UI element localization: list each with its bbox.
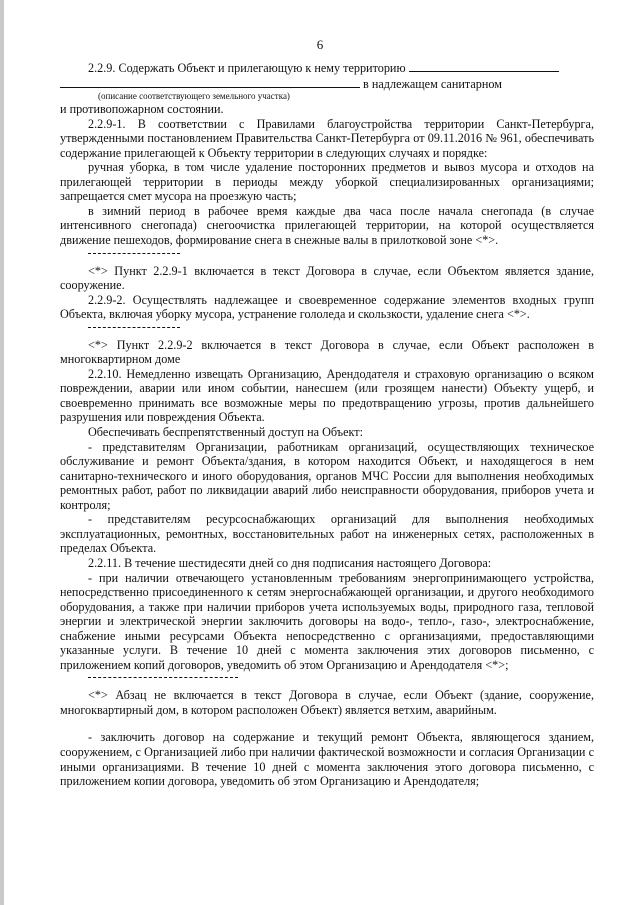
clause-2-2-10: 2.2.10. Немедленно извещать Организацию, Арендодателя и страховую организацию о всяком повреждении, аварии или ином событии, нанесшем (или грозящем нанести) Объекту ущерб, и своевременно принимать все возможные меры по предотвращению угрозы, против дальнейшего разрушения или повреждения Объекта. [60,366,594,425]
clause-2-2-9-2: 2.2.9-2. Осуществлять надлежащее и своевременное содержание элементов входных групп Объекта, включая уборку мусора, устранение гололеда и скользкости, удаление снега <*>. [60,292,594,322]
page-number: 6 [316,37,324,52]
clause-2-2-11-utility-contracts: - при наличии отвечающего установленным требованиям энергопринимающего устройства, непосредственно присоединенного к сетям энергоснабжающей организации, и другого необходимого оборудования, а также при наличии приборов учета используемых воды, природного газа, тепловой энергии и электрической энергии заключить договоры на водо-, тепло-, газо-, электроснабжение, снабжение иными ресурсами Объекта непосредственно с организациями, предоставляющими указанные услуги. В течение 10 дней с момента заключения этих договоров письменно, с приложением копий договоров, уведомить об этом Организацию и Арендодателя <*>; [60,570,594,672]
clause-2-2-9-line2 [60,76,594,92]
footnote-2-2-9-2: <*> Пункт 2.2.9-2 включается в текст Договора в случае, если Объект расположен в многоквартирном доме [60,337,594,367]
land-plot-blank-field [60,76,360,88]
access-organization-reps: - представителям Организации, работникам организаций, осуществляющих техническое обслуживание и ремонт Объекта/здания, в котором находится Объект, и находящегося в нем санитарно-технического и иного оборудования, органов МЧС России для выполнения необходимых ремонтных работ, работ по ликвидации аварий либо неисправности оборудования, приборов учета и контроля; [60,439,594,512]
footnote-separator [88,327,180,328]
footnote-2-2-11: <*> Абзац не включается в текст Договора в случае, если Объект (здание, сооружение, многоквартирный дом, в котором расположен Объект) является ветхим, аварийным. [60,688,594,717]
clause-2-2-9-1-manual-cleaning: ручная уборка, в том числе удаление посторонних предметов и вывоз мусора и отходов на прилегающей территории в периоды между уборкой специализированных организациями; запрещается смет мусора на проезжую часть; [60,160,594,204]
access-resource-reps: - представителям ресурсоснабжающих организаций для выполнения необходимых эксплуатационных, ремонтных, восстановительных работ на инженерных сетях, расположенных в пределах Объекта. [60,512,594,556]
footnote-separator [88,253,180,254]
land-plot-caption: (описание соответствующего земельного участка) [98,91,290,102]
clause-2-2-9 [60,60,594,76]
clause-2-2-9-1-winter-period: в зимний период в рабочее время каждые два часа после начала снегопада (в случае интенсивного снегопада) снегоочистка прилегающей территории, на которой осуществляется движение пешеходов, формирование снега в снежные валы в прилотковой зоне <*>. [60,203,594,248]
clause-2-2-9-1: 2.2.9-1. В соответствии с Правилами благоустройства территории Санкт-Петербурга, утвержденными постановлением Правительства Санкт-Петербурга от 09.11.2016 № 961, обеспечивать содержание прилегающей к Объекту территории в следующих случаях и порядке: [60,116,594,160]
access-intro: Обеспечивать беспрепятственный доступ на Объект: [88,425,363,440]
clause-2-2-9-text: 2.2.9. Содержать Объект и прилегающую к нему территорию [88,61,406,75]
clause-2-2-11: 2.2.11. В течение шестидесяти дней со дня подписания настоящего Договора: [88,555,492,570]
clause-2-2-9-end: и противопожарном состоянии. [60,102,224,117]
clause-2-2-11-maintenance-contract: - заключить договор на содержание и текущий ремонт Объекта, являющегося зданием, сооружением, с Организацией либо при наличии фактической возможности и согласия Организации с иными организациями. В течение 10 дней с момента заключения этого договора письменно, с приложением копии договора, уведомить об этом Организацию и Арендодателя; [60,730,594,789]
territory-blank-field [409,60,559,72]
document-body [60,60,594,789]
footnote-separator [88,677,238,678]
page-binding-edge [0,0,4,905]
clause-2-2-9-continuation: в надлежащем санитарном [363,76,502,91]
footnote-2-2-9-1: <*> Пункт 2.2.9-1 включается в текст Договора в случае, если Объектом является здание, сооружение. [60,263,594,293]
